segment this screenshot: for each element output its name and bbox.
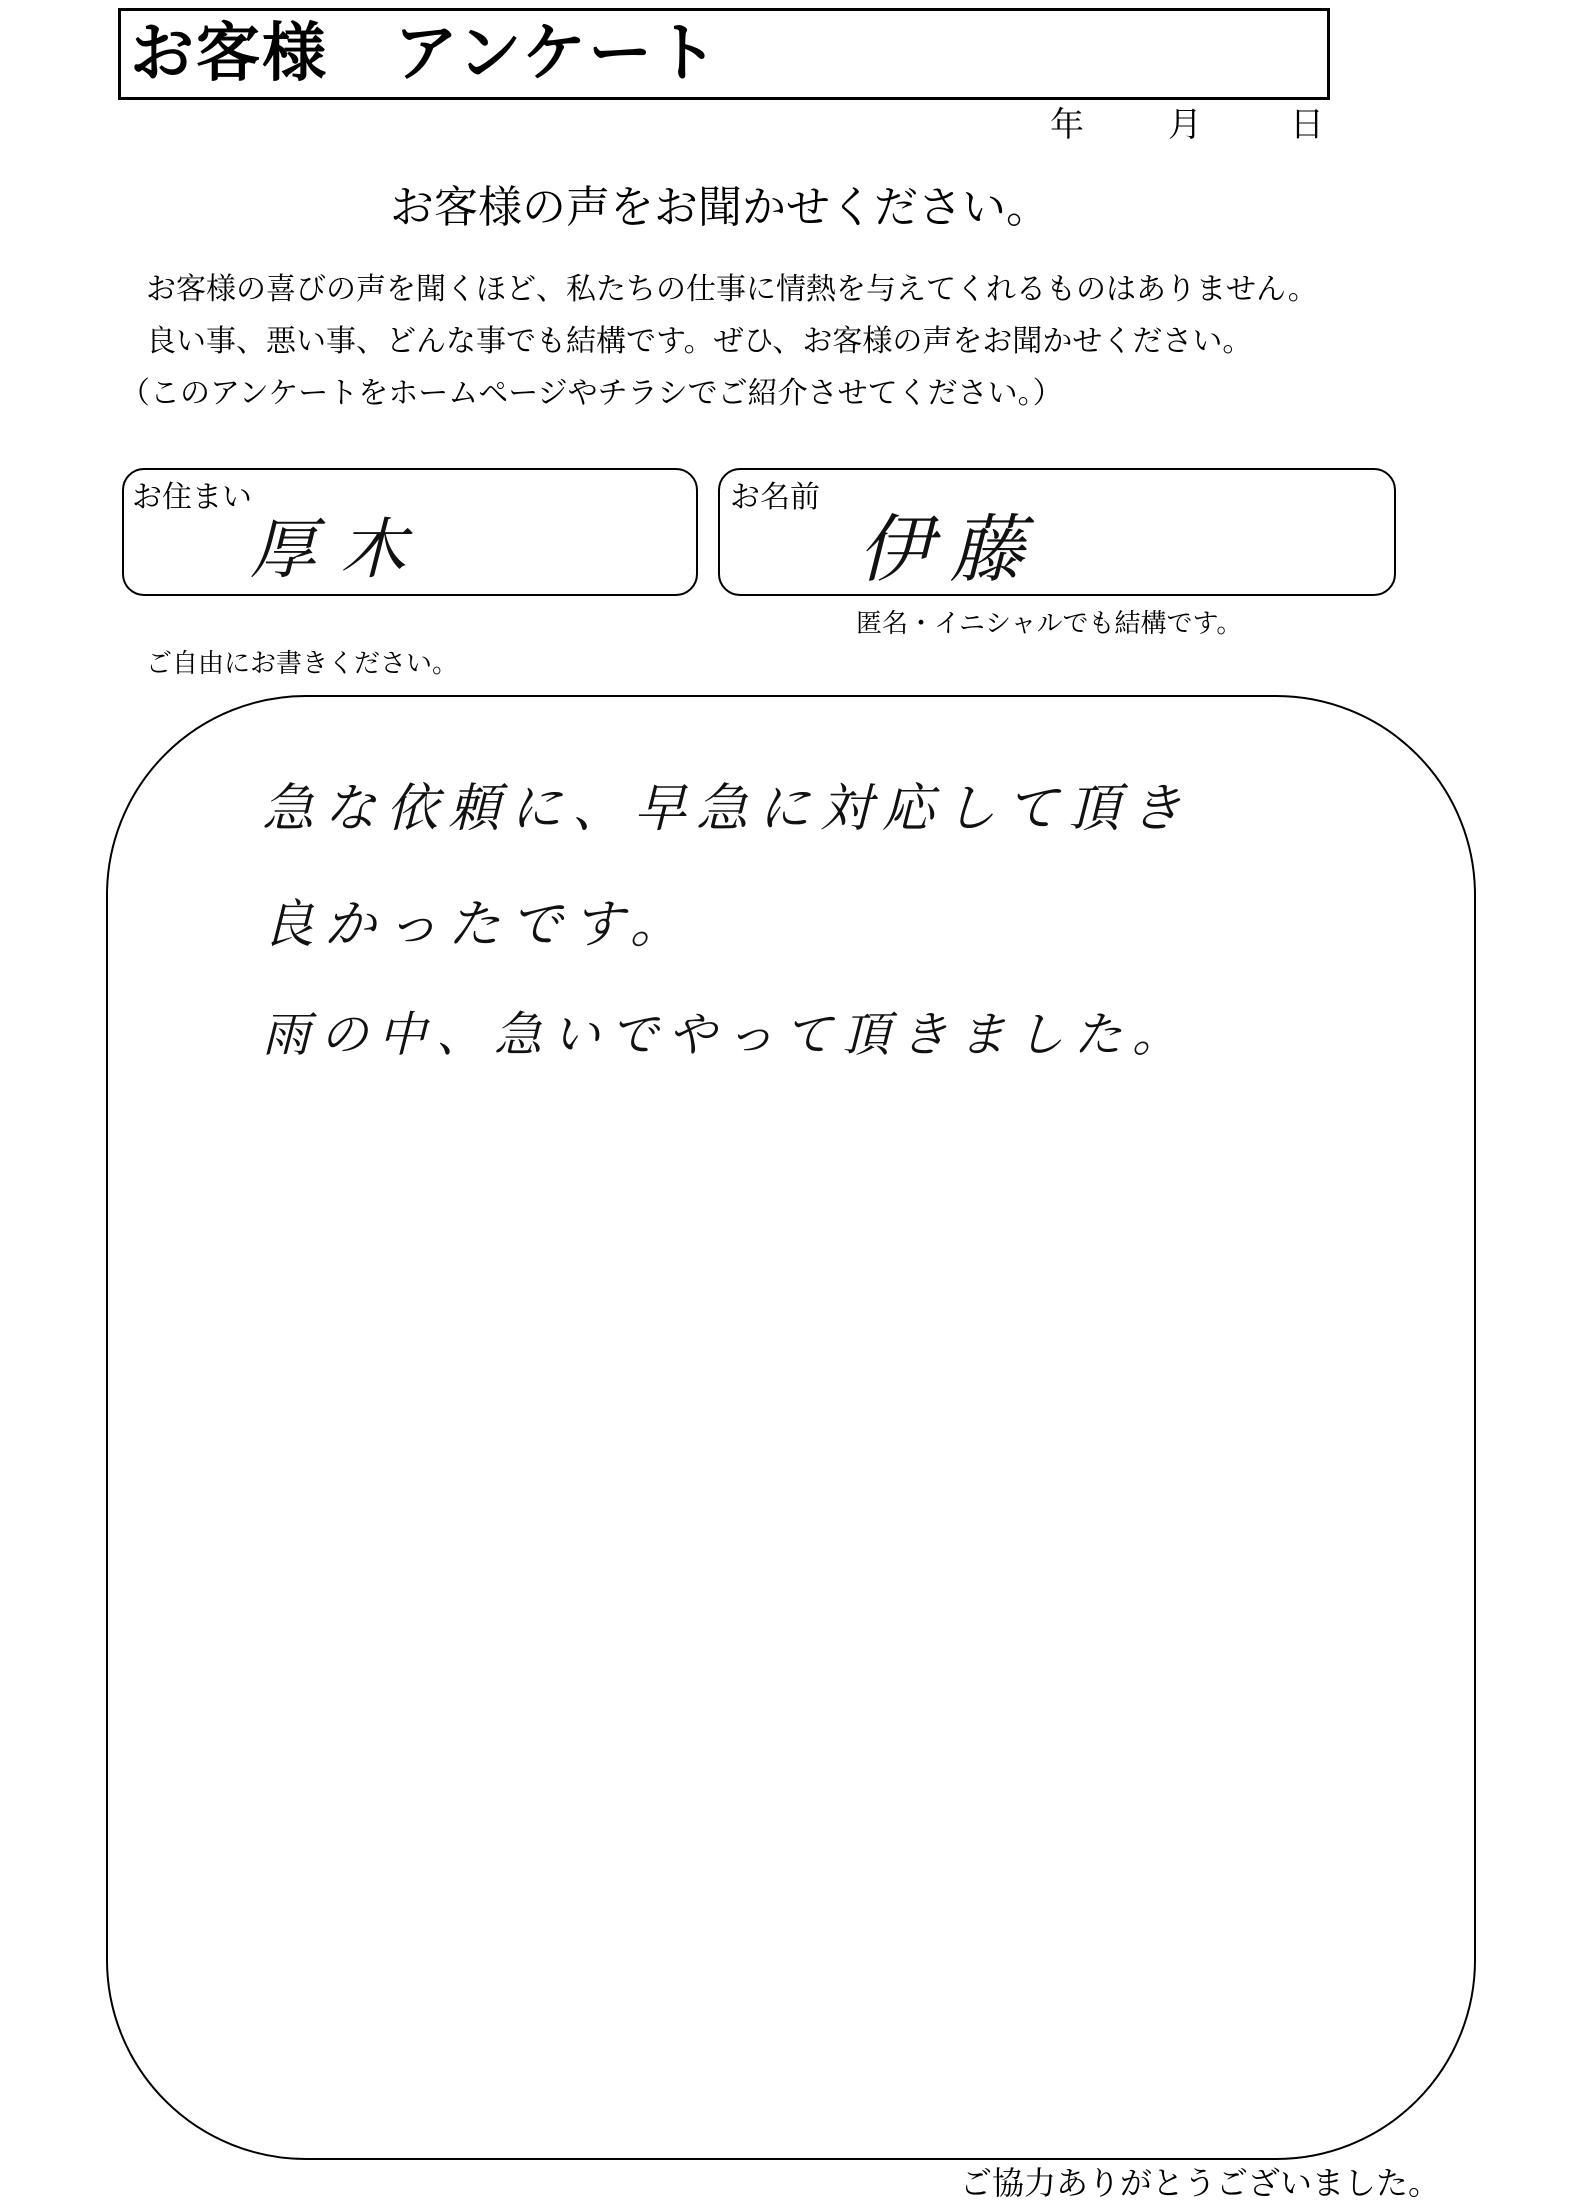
page-title: お客様 アンケート — [130, 17, 721, 91]
address-label: お住まい — [132, 480, 252, 515]
date-year-label: 年 — [1050, 105, 1084, 145]
intro-line-1: お客様の喜びの声を聞くほど、私たちの仕事に情熱を与えてくれるものはありません。 — [146, 272, 1318, 307]
name-label: お名前 — [730, 480, 820, 515]
thanks-message: ご協力ありがとうございました。 — [960, 2164, 1441, 2202]
comment-line-2: 良かったです。 — [262, 895, 692, 955]
name-note: 匿名・イニシャルでも結構です。 — [856, 609, 1243, 639]
survey-heading: お客様の声をお聞かせください。 — [390, 182, 1050, 233]
intro-line-2: 良い事、悪い事、どんな事でも結構です。ぜひ、お客様の声をお聞かせください。 — [146, 324, 1253, 359]
intro-line-3: （このアンケートをホームページやチラシでご紹介させてください。） — [120, 376, 1063, 411]
comment-line-3: 雨の中、急いでやって頂きました。 — [262, 1007, 1191, 1063]
comment-line-1: 急な依頼に、早急に対応して頂き — [262, 779, 1193, 839]
address-value: 厚木 — [250, 511, 430, 588]
date-day-label: 日 — [1290, 105, 1324, 145]
comment-label: ご自由にお書きください。 — [146, 649, 459, 679]
name-value: 伊藤 — [858, 507, 1042, 593]
date-month-label: 月 — [1168, 105, 1202, 145]
